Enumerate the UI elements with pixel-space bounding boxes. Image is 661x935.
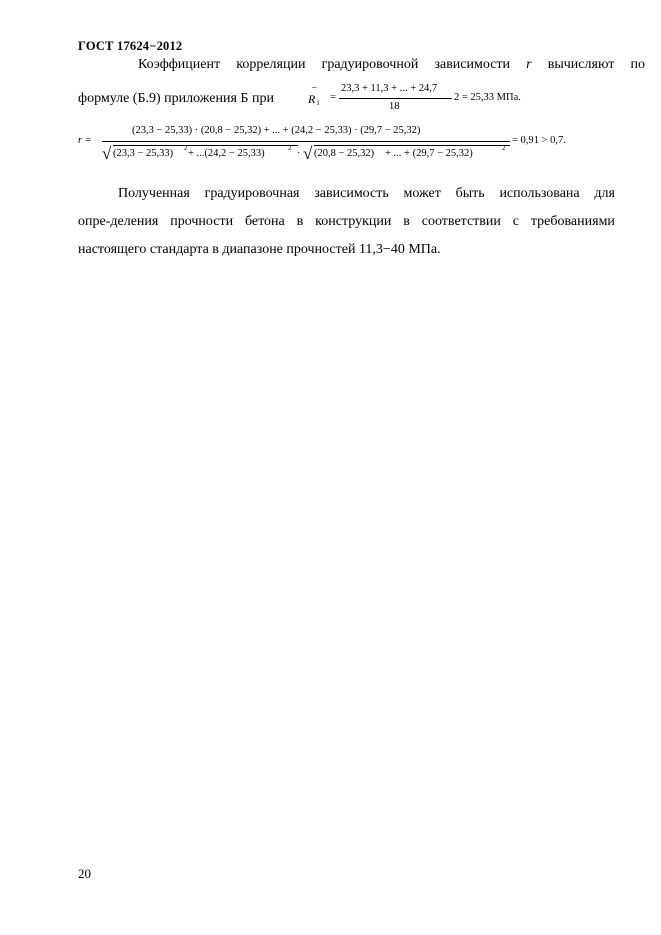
- formula2-denominator-part4: + ... + (29,7 − 25,32): [385, 148, 473, 159]
- word: в: [403, 214, 410, 229]
- word: для: [594, 186, 615, 201]
- paragraph2-line3: настоящего стандарта в диапазоне прочностей 11,3−40 МПа.: [78, 242, 441, 257]
- paragraph1-line1: [108, 57, 645, 73]
- formula-result: 2 = 25,33 МПа.: [454, 92, 521, 103]
- sqrt-bar: [113, 145, 298, 146]
- word: Полученная: [118, 186, 190, 201]
- word: прочности: [170, 214, 234, 229]
- word: зависимости: [434, 57, 511, 72]
- formula-subscript: i: [317, 98, 320, 107]
- fraction-bar: [339, 98, 452, 99]
- formula2-exponent: 2: [288, 144, 292, 152]
- formula2-lhs: r =: [78, 135, 92, 146]
- word: конструкции: [315, 214, 392, 229]
- word: в: [296, 214, 304, 229]
- sqrt-icon: √: [303, 144, 313, 163]
- paragraph2-line1: [118, 186, 615, 202]
- word: градуировочная: [204, 186, 300, 201]
- fraction-bar: [102, 141, 510, 142]
- word: по: [630, 57, 645, 72]
- word: опре-деления: [78, 214, 159, 229]
- word: использована: [499, 186, 580, 201]
- word: быть: [455, 186, 485, 201]
- formula-equals: =: [330, 92, 336, 103]
- formula2-exponent: 2: [184, 144, 188, 152]
- word: может: [403, 186, 441, 201]
- formula-symbol: R: [308, 92, 316, 106]
- formula-numerator: 23,3 + 11,3 + ... + 24,7: [341, 83, 438, 94]
- formula2-denominator-part1: (23,3 − 25,33): [113, 148, 174, 159]
- word: бетона: [244, 214, 285, 229]
- formula2-exponent: 2: [502, 144, 506, 152]
- formula2-dot: ·: [297, 148, 301, 159]
- sqrt-icon: √: [102, 144, 112, 163]
- formula-mean: [305, 80, 565, 120]
- word: Коэффициент: [138, 57, 221, 72]
- sqrt-bar: [314, 145, 510, 146]
- paragraph1-line2: формуле (Б.9) приложения Б при: [78, 91, 274, 106]
- document-header: ГОСТ 17624−2012: [78, 39, 183, 53]
- page-number: 20: [78, 866, 91, 881]
- word: с: [512, 214, 519, 229]
- formula2-denominator-part3: (20,8 − 25,32): [314, 148, 375, 159]
- formula-denominator: 18: [389, 101, 400, 112]
- formula2-numerator: (23,3 − 25,33) · (20,8 − 25,32) + ... + (24,2 − 25,33) · (29,7 − 25,32): [132, 125, 421, 136]
- formula2-denominator-part2: + ...(24,2 − 25,33): [188, 148, 265, 159]
- formula2-result: = 0,91 > 0,7.: [512, 135, 566, 146]
- word: зависимость: [314, 186, 389, 201]
- bar-accent-icon: –: [312, 82, 317, 92]
- word: корреляции: [236, 57, 306, 72]
- word: градуировочной: [321, 57, 419, 72]
- word: r: [526, 57, 532, 72]
- word: соответствии: [421, 214, 501, 229]
- paragraph2-line2: [78, 214, 615, 230]
- word: вычисляют: [547, 57, 615, 72]
- word: требованиями: [530, 214, 615, 229]
- formula-correlation: [78, 125, 598, 165]
